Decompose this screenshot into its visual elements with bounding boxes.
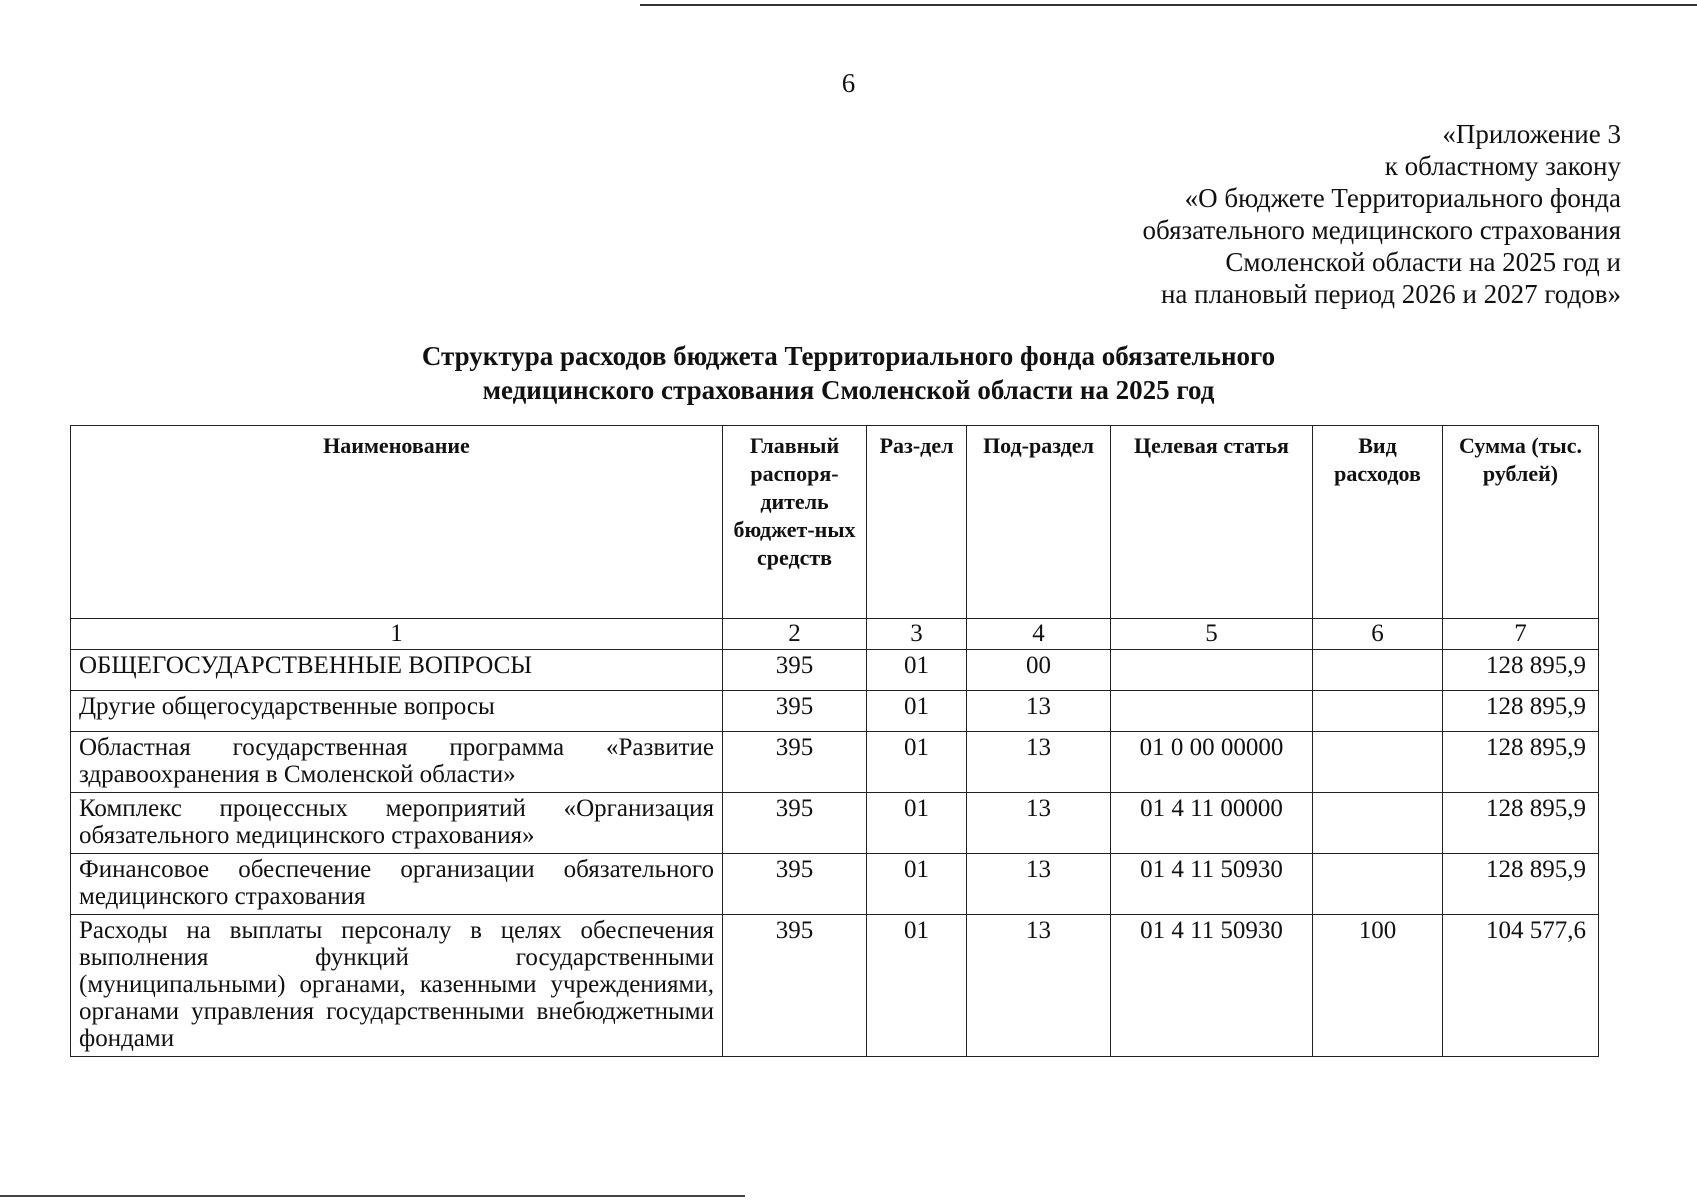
document-title bbox=[0, 339, 1697, 407]
appendix-line: на плановый период 2026 и 2027 годов» bbox=[1160, 279, 1621, 309]
cell-subsection: 00 bbox=[967, 650, 1111, 691]
cell-manager: 395 bbox=[723, 793, 867, 854]
cell-target: 01 4 11 50930 bbox=[1111, 915, 1313, 1057]
cell-subsection: 13 bbox=[967, 732, 1111, 793]
cell-section: 01 bbox=[867, 854, 967, 915]
cell-target bbox=[1111, 650, 1313, 691]
title-line: Структура расходов бюджета Территориального фонда обязательного bbox=[421, 341, 1276, 371]
title-line: медицинского страхования Смоленской области на 2025 год bbox=[482, 375, 1215, 405]
page-number: 6 bbox=[841, 68, 856, 98]
cell-subsection: 13 bbox=[967, 854, 1111, 915]
cell-sum: 128 895,9 bbox=[1443, 793, 1599, 854]
appendix-reference bbox=[1143, 118, 1622, 310]
column-number: 3 bbox=[867, 619, 967, 650]
cell-sum: 128 895,9 bbox=[1443, 732, 1599, 793]
cell-subsection: 13 bbox=[967, 691, 1111, 732]
cell-expense-type bbox=[1313, 854, 1443, 915]
header-sum: Сумма (тыс. рублей) bbox=[1443, 426, 1599, 619]
cell-subsection: 13 bbox=[967, 915, 1111, 1057]
cell-name: Другие общегосударственные вопросы bbox=[71, 691, 723, 732]
header-section: Раз-дел bbox=[867, 426, 967, 619]
cell-sum: 104 577,6 bbox=[1443, 915, 1599, 1057]
appendix-line: обязательного медицинского страхования bbox=[1142, 215, 1621, 245]
cell-sum: 128 895,9 bbox=[1443, 650, 1599, 691]
table-row bbox=[71, 915, 1599, 1057]
scan-edge-top bbox=[640, 4, 1697, 6]
cell-name: Расходы на выплаты персоналу в целях обеспечения выполнения функций государственными (муниципальными) органами, казенными учреждениями, органами управления государственными внебюджетными фондами bbox=[71, 915, 723, 1057]
table-header-row bbox=[71, 426, 1599, 619]
cell-expense-type bbox=[1313, 650, 1443, 691]
header-expense-type: Вид расходов bbox=[1313, 426, 1443, 619]
appendix-line: Смоленской области на 2025 год и bbox=[1225, 247, 1621, 277]
cell-target: 01 0 00 00000 bbox=[1111, 732, 1313, 793]
cell-section: 01 bbox=[867, 650, 967, 691]
cell-section: 01 bbox=[867, 732, 967, 793]
budget-structure-table bbox=[70, 425, 1599, 1057]
cell-sum: 128 895,9 bbox=[1443, 854, 1599, 915]
cell-expense-type bbox=[1313, 691, 1443, 732]
table-row bbox=[71, 691, 1599, 732]
column-number: 1 bbox=[71, 619, 723, 650]
header-name: Наименование bbox=[71, 426, 723, 619]
cell-name: Комплекс процессных мероприятий «Организация обязательного медицинского страхования» bbox=[71, 793, 723, 854]
table-row bbox=[71, 854, 1599, 915]
table-row bbox=[71, 650, 1599, 691]
cell-target: 01 4 11 50930 bbox=[1111, 854, 1313, 915]
header-target: Целевая статья bbox=[1111, 426, 1313, 619]
header-manager: Главный распоря-дитель бюджет-ных средств bbox=[723, 426, 867, 619]
cell-section: 01 bbox=[867, 691, 967, 732]
column-number: 6 bbox=[1313, 619, 1443, 650]
cell-manager: 395 bbox=[723, 691, 867, 732]
cell-manager: 395 bbox=[723, 854, 867, 915]
cell-expense-type bbox=[1313, 732, 1443, 793]
table-row bbox=[71, 732, 1599, 793]
scan-edge-bottom bbox=[0, 1195, 745, 1197]
appendix-line: «Приложение 3 bbox=[1442, 119, 1621, 149]
column-number: 5 bbox=[1111, 619, 1313, 650]
cell-manager: 395 bbox=[723, 732, 867, 793]
cell-target bbox=[1111, 691, 1313, 732]
cell-name: ОБЩЕГОСУДАРСТВЕННЫЕ ВОПРОСЫ bbox=[71, 650, 723, 691]
appendix-line: «О бюджете Территориального фонда bbox=[1184, 183, 1621, 213]
column-number: 2 bbox=[723, 619, 867, 650]
header-subsection: Под-раздел bbox=[967, 426, 1111, 619]
cell-manager: 395 bbox=[723, 915, 867, 1057]
column-number-row bbox=[71, 619, 1599, 650]
cell-section: 01 bbox=[867, 793, 967, 854]
cell-name: Финансовое обеспечение организации обязательного медицинского страхования bbox=[71, 854, 723, 915]
cell-name: Областная государственная программа «Развитие здравоохранения в Смоленской области» bbox=[71, 732, 723, 793]
column-number: 7 bbox=[1443, 619, 1599, 650]
cell-subsection: 13 bbox=[967, 793, 1111, 854]
cell-manager: 395 bbox=[723, 650, 867, 691]
cell-sum: 128 895,9 bbox=[1443, 691, 1599, 732]
column-number: 4 bbox=[967, 619, 1111, 650]
cell-expense-type bbox=[1313, 793, 1443, 854]
table-row bbox=[71, 793, 1599, 854]
appendix-line: к областному закону bbox=[1384, 151, 1621, 181]
cell-target: 01 4 11 00000 bbox=[1111, 793, 1313, 854]
cell-section: 01 bbox=[867, 915, 967, 1057]
cell-expense-type: 100 bbox=[1313, 915, 1443, 1057]
